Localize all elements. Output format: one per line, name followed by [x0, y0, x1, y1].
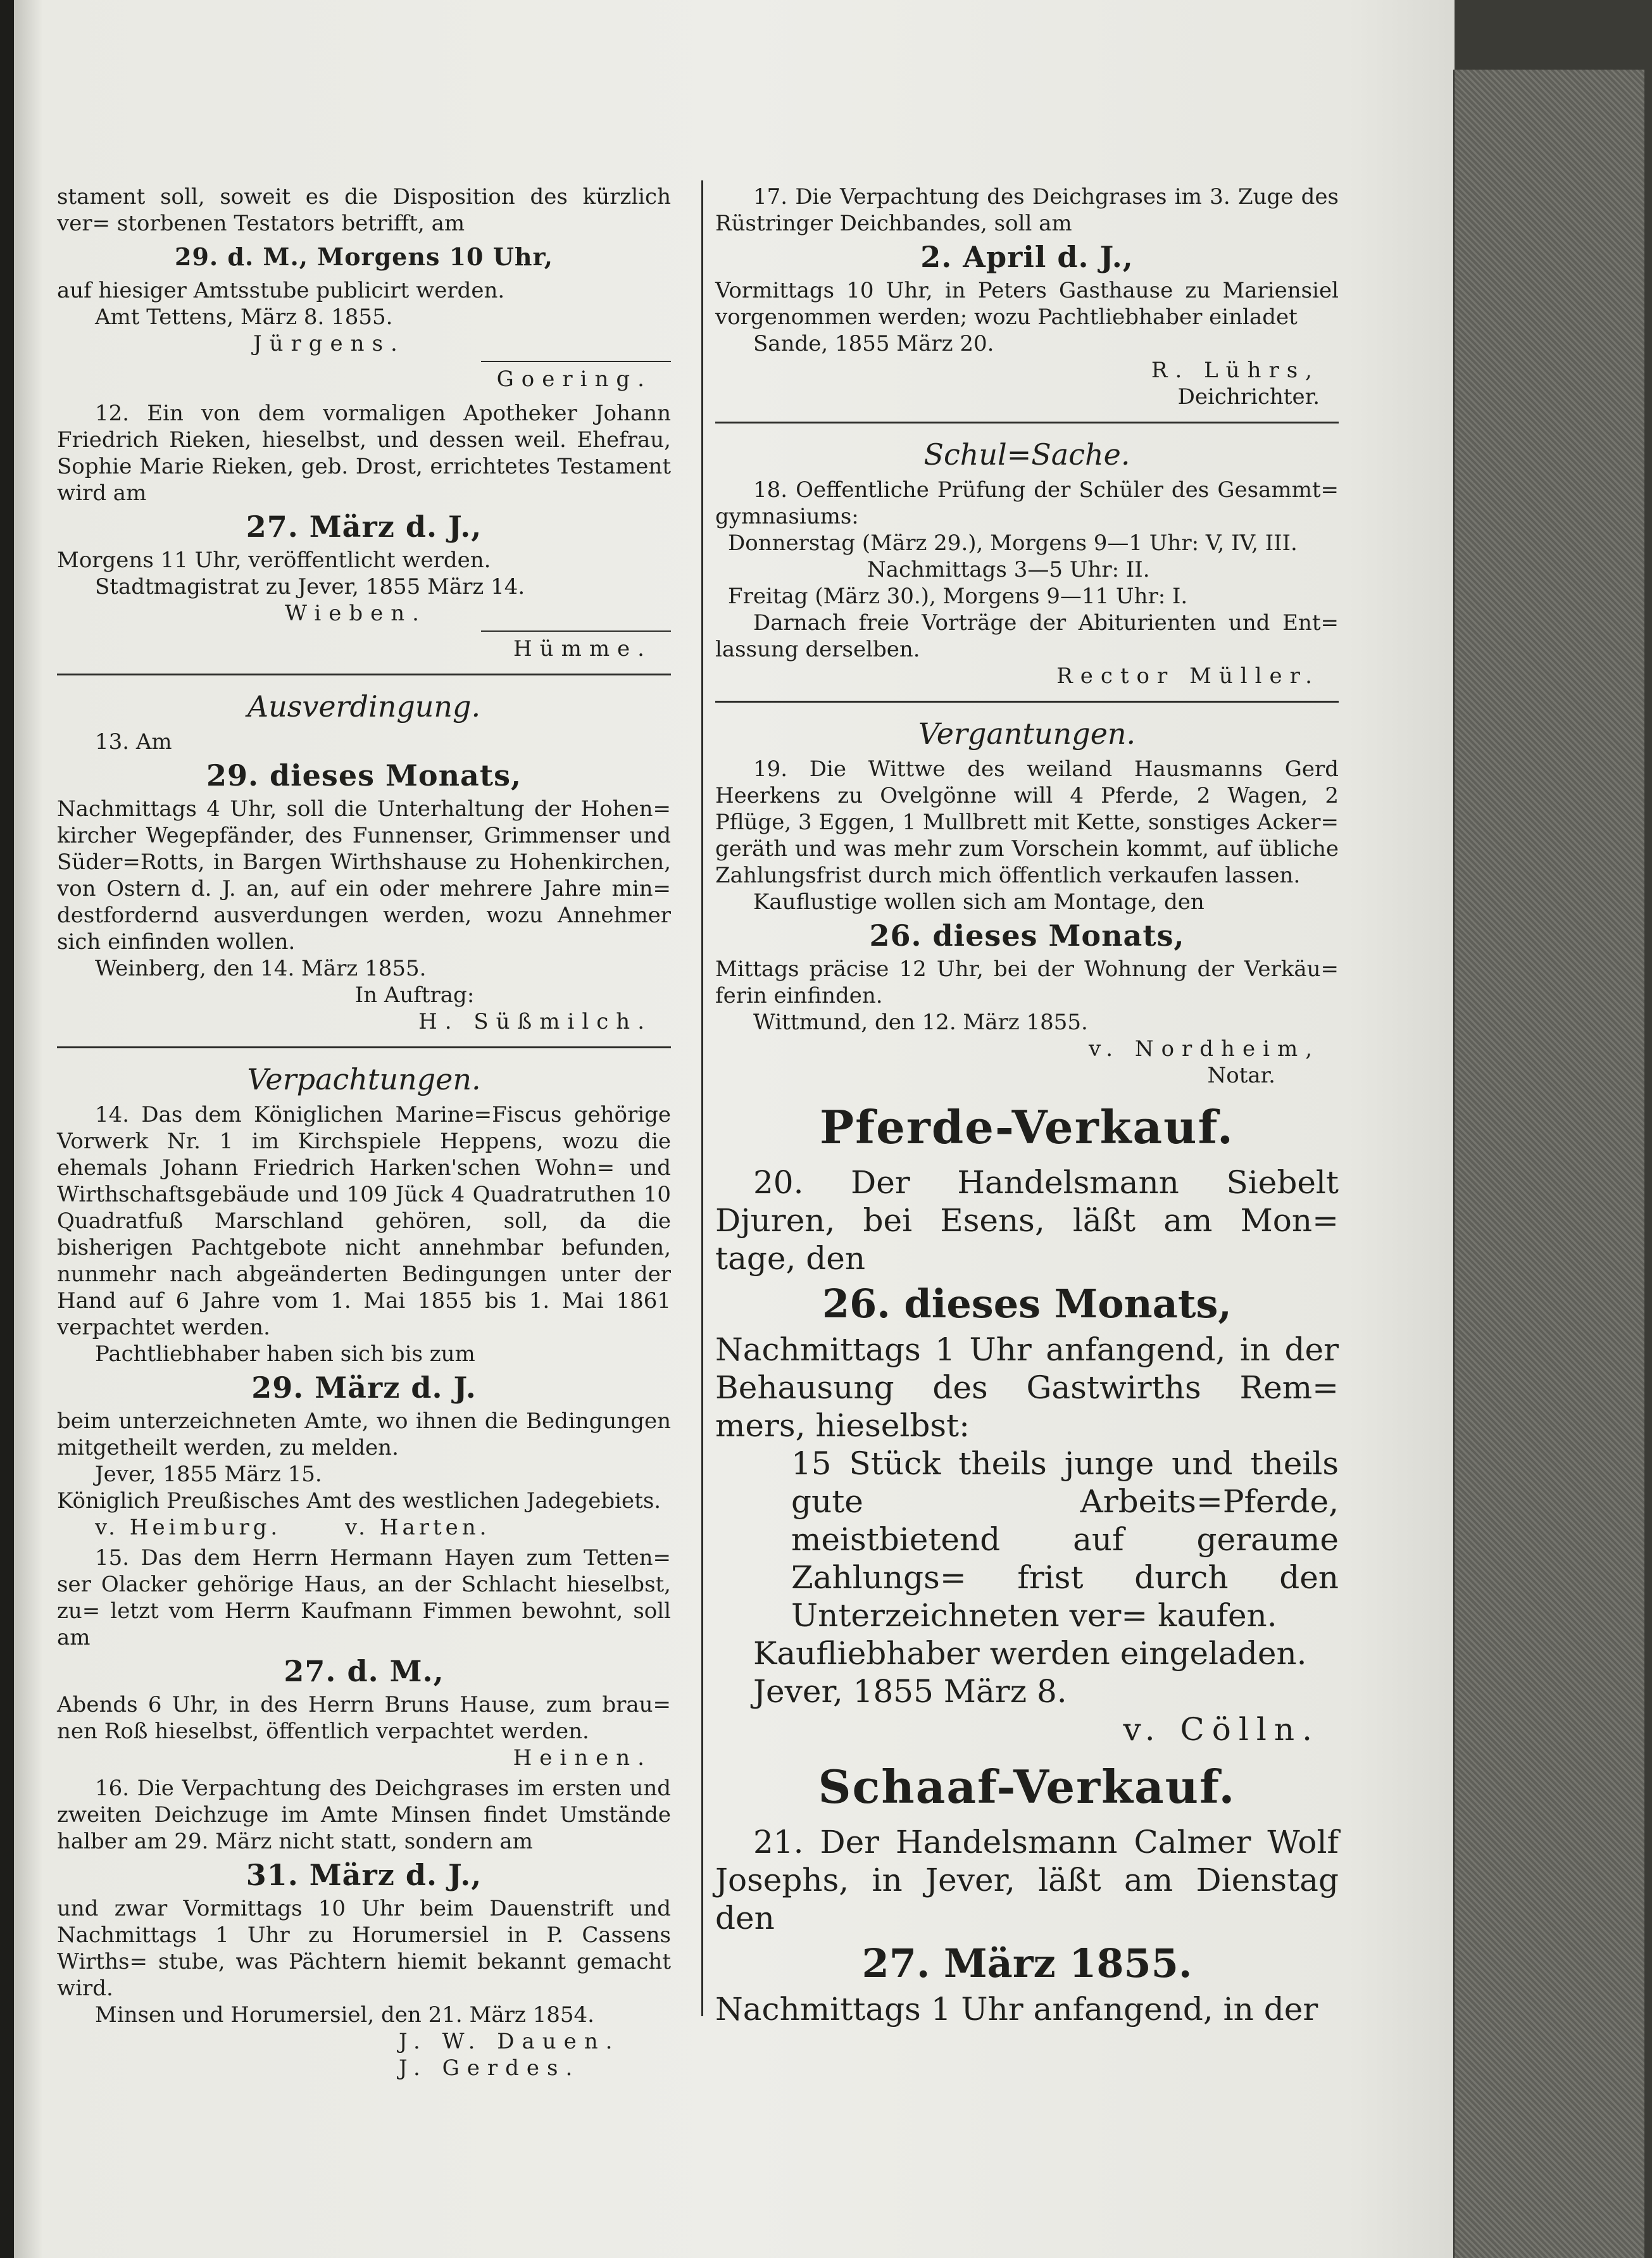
notice-16-place: Minsen und Horumersiel, den 21. März 1854.	[95, 2002, 594, 2028]
notice-20-text3: 15 Stück theils junge und theils gute Arbeits=Pferde, meistbietend auf geraume Zahlungs= frist durch den Unterzeichneten ver= kaufen.	[791, 1445, 1339, 1634]
notice-18-text: 18. Oeffentliche Prüfung der Schüler des Gesammt= gymnasiums:	[715, 477, 1339, 529]
notice-21-text: 21. Der Handelsmann Calmer Wolf Josephs, in Jever, läßt am Dienstag den	[715, 1824, 1339, 1936]
signature-rule	[481, 361, 671, 362]
notice-20-text2: Nachmittags 1 Uhr anfangend, in der Behausung des Gastwirths Rem= mers, hieselbst:	[715, 1331, 1339, 1444]
notice-17-place: Sande, 1855 März 20.	[753, 331, 994, 356]
left-column	[57, 184, 671, 2081]
notice-16-signature-1: J. W. Dauen.	[399, 2029, 620, 2054]
notice-11-date: 29. d. M., Morgens 10 Uhr,	[175, 242, 553, 271]
notice-19-text3: Mittags präcise 12 Uhr, bei der Wohnung der Verkäu= ferin einfinden.	[715, 957, 1339, 1008]
notice-13-text: 13. Am	[95, 729, 172, 755]
notice-17-role: Deichrichter.	[1177, 384, 1320, 410]
notice-19-date: 26. dieses Monats,	[869, 919, 1185, 953]
notice-12-text2: Morgens 11 Uhr, veröffentlicht werden.	[57, 548, 491, 573]
notice-14-text3: beim unterzeichneten Amte, wo ihnen die Bedingungen mitgetheilt werden, zu melden.	[57, 1408, 671, 1460]
notice-18-text2: Darnach freie Vorträge der Abiturienten und Ent= lassung derselben.	[715, 610, 1339, 662]
notice-14-date: 29. März d. J.	[251, 1370, 477, 1405]
notice-20-text4: Kaufliebhaber werden eingeladen.	[753, 1635, 1307, 1672]
notice-19-signature: v. Nordheim,	[1089, 1036, 1320, 1062]
heading-pferde-verkauf: Pferde-Verkauf.	[819, 1100, 1234, 1154]
notice-11-signature-1: Jürgens.	[253, 331, 405, 356]
notice-12-place: Stadtmagistrat zu Jever, 1855 März 14.	[95, 574, 525, 599]
heading-verpachtungen: Verpachtungen.	[247, 1062, 481, 1096]
section-rule	[715, 422, 1339, 423]
notice-14-text: 14. Das dem Königlichen Marine=Fiscus gehörige Vorwerk Nr. 1 im Kirchspiele Heppens, wozu die ehemals Johann Friedrich Harken'schen Wohn= und Wirthschaftsgebäude und 109 Jück 4 Quadratruthen 10 Quadratfuß Marschland gehören, soll, da die bisherigen Pachtgebote nicht annehmbar befunden, nunmehr nach abgeänderten Bedingungen unter der Hand auf 6 Jahre vom 1. Mai 1855 bis 1. Mai 1861 verpachtet werden.	[57, 1102, 671, 1340]
notice-19-text2: Kauflustige wollen sich am Montage, den	[753, 889, 1205, 915]
notice-18-line-3: Freitag (März 30.), Morgens 9—11 Uhr: I.	[728, 584, 1188, 609]
section-rule	[57, 1046, 671, 1048]
heading-schaaf-verkauf: Schaaf-Verkauf.	[818, 1760, 1236, 1814]
notice-21-text2: Nachmittags 1 Uhr anfangend, in der	[715, 1991, 1318, 2028]
notice-14-text2: Pachtliebhaber haben sich bis zum	[95, 1341, 475, 1367]
notice-16-text2: und zwar Vormittags 10 Uhr beim Dauenstrift und Nachmittags 1 Uhr zu Horumersiel in P. Cassens Wirths= stube, was Pächtern hiemit bekannt gemacht wird.	[57, 1896, 671, 2001]
notice-16-date: 31. März d. J.,	[246, 1858, 482, 1892]
notice-20-date: 26. dieses Monats,	[822, 1281, 1232, 1327]
notice-18-line-2: Nachmittags 3—5 Uhr: II.	[867, 557, 1150, 582]
notice-16-text: 16. Die Verpachtung des Deichgrases im ersten und zweiten Deichzuge im Amte Minsen findet Umstände halber am 29. März nicht statt, sondern am	[57, 1776, 671, 1854]
notice-12-date: 27. März d. J.,	[246, 510, 482, 544]
notice-14-office: Königlich Preußisches Amt des westlichen Jadegebiets.	[57, 1488, 661, 1514]
notice-19-place: Wittmund, den 12. März 1855.	[753, 1010, 1088, 1035]
notice-13-signature: H. Süßmilch.	[418, 1009, 652, 1034]
notice-11-text2: auf hiesiger Amtsstube publicirt werden.	[57, 278, 505, 303]
notice-17-text2: Vormittags 10 Uhr, in Peters Gasthause zu Mariensiel vorgenommen werden; wozu Pachtliebhaber einladet	[715, 278, 1339, 330]
column-divider	[701, 180, 703, 2016]
notice-15-text2: Abends 6 Uhr, in des Herrn Bruns Hause, zum brau= nen Roß hieselbst, öffentlich verpachtet werden.	[57, 1692, 671, 1744]
notice-12-signature-1: Wieben.	[285, 601, 427, 626]
notice-13-place: Weinberg, den 14. März 1855.	[95, 956, 427, 981]
notice-11-text: stament soll, soweit es die Disposition des kürzlich ver= storbenen Testators betrifft, am	[57, 184, 671, 236]
notice-19-role: Notar.	[1207, 1063, 1275, 1088]
notice-16-signature-2: J. Gerdes.	[399, 2055, 580, 2081]
notice-18-line-1: Donnerstag (März 29.), Morgens 9—1 Uhr: V, IV, III.	[728, 530, 1298, 556]
notice-12-text: 12. Ein von dem vormaligen Apotheker Johann Friedrich Rieken, hieselbst, und dessen weil. Ehefrau, Sophie Marie Rieken, geb. Drost, errichtetes Testament wird am	[57, 401, 671, 506]
notice-20-text: 20. Der Handelsmann Siebelt Djuren, bei Esens, läßt am Mon= tage, den	[715, 1164, 1339, 1277]
notice-14-place: Jever, 1855 März 15.	[95, 1462, 322, 1487]
notice-11-place: Amt Tettens, März 8. 1855.	[95, 304, 393, 330]
notice-18-signature: Rector Müller.	[1056, 663, 1320, 689]
heading-schul-sache: Schul=Sache.	[923, 437, 1130, 472]
notice-20-place: Jever, 1855 März 8.	[753, 1673, 1067, 1710]
notice-15-text: 15. Das dem Herrn Hermann Hayen zum Tetten= ser Olacker gehörige Haus, an der Schlacht hieselbst, zu= letzt vom Herrn Kaufmann Fimmen bewohnt, soll am	[57, 1545, 671, 1650]
notice-14-signature: v. Heimburg. v. Harten.	[95, 1515, 491, 1540]
notice-17-text: 17. Die Verpachtung des Deichgrases im 3. Zuge des Rüstringer Deichbandes, soll am	[715, 184, 1339, 236]
notice-20-signature: v. Cölln.	[1123, 1711, 1320, 1748]
notice-21-date: 27. März 1855.	[861, 1940, 1192, 1986]
book-binding	[1455, 70, 1644, 2258]
notice-13-auftrag: In Auftrag:	[354, 982, 475, 1008]
signature-rule	[481, 630, 671, 632]
section-rule	[57, 674, 671, 675]
section-rule	[715, 701, 1339, 703]
heading-ausverdingung: Ausverdingung.	[247, 689, 481, 724]
background-corner	[1455, 0, 1652, 70]
notice-15-date: 27. d. M.,	[284, 1654, 444, 1688]
notice-13-text2: Nachmittags 4 Uhr, soll die Unterhaltung der Hohen= kircher Wegepfänder, des Funnenser, Grimmenser und Süder=Rotts, in Bargen Wirthshause zu Hohenkirchen, von Ostern d. J. an, auf ein oder mehrere Jahre min= destfordernd ausverdungen werden, wozu Annehmer sich einfinden wollen.	[57, 796, 671, 955]
notice-15-signature: Heinen.	[513, 1745, 652, 1771]
heading-vergantungen: Vergantungen.	[918, 717, 1136, 751]
notice-17-date: 2. April d. J.,	[920, 240, 1134, 274]
right-column	[715, 184, 1339, 2028]
notice-13-date: 29. dieses Monats,	[206, 758, 522, 793]
notice-11-signature-2: Goering.	[496, 367, 652, 392]
notice-12-signature-2: Hümme.	[513, 636, 652, 662]
notice-19-text: 19. Die Wittwe des weiland Hausmanns Gerd Heerkens zu Ovelgönne will 4 Pferde, 2 Wagen, 2 Pflüge, 3 Eggen, 1 Mullbrett mit Kette, sonstiges Acker= geräth und was mehr zum Vorschein kommt, auf übliche Zahlungsfrist durch mich öffentlich verkaufen lassen.	[715, 756, 1339, 888]
notice-17-signature: R. Lührs,	[1151, 358, 1320, 383]
